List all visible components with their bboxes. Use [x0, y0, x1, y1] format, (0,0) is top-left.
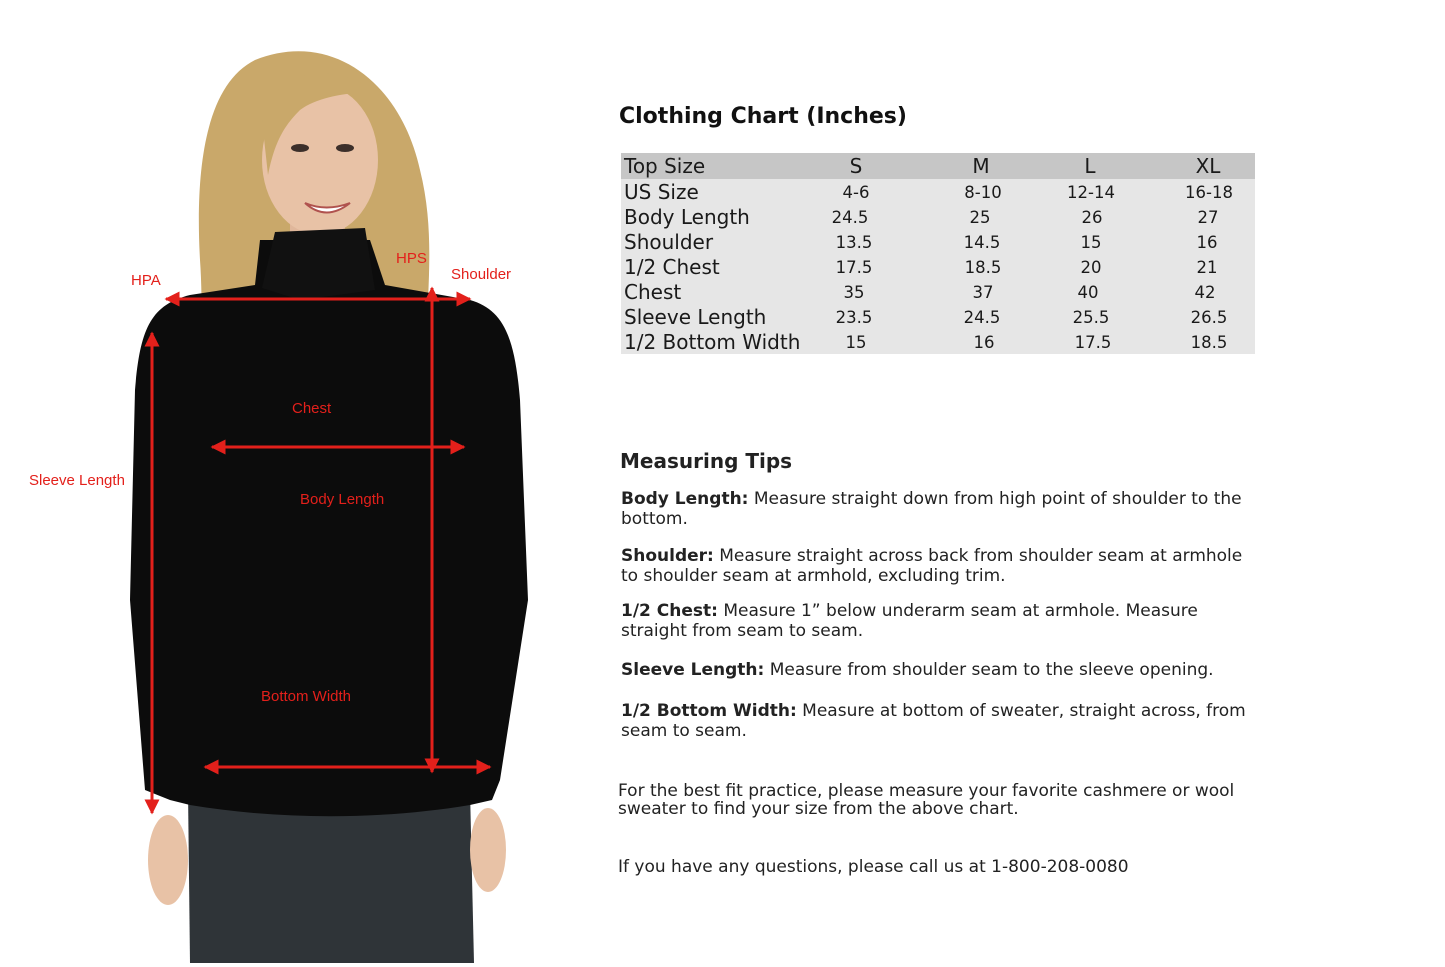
table-cell: 17.5: [1074, 333, 1112, 352]
right-eye: [336, 144, 354, 152]
table-header-cell: L: [1084, 154, 1096, 178]
tip-text: Measure straight down from high point of shoulder to the bottom.: [621, 489, 1242, 529]
tip-shoulder: [621, 546, 1261, 586]
model-illustration: [0, 0, 560, 963]
table-cell: 42: [1194, 283, 1216, 302]
table-header-row: [621, 153, 1255, 179]
table-row: [621, 229, 1255, 254]
tip-body-length: [621, 489, 1261, 529]
table-row: [621, 329, 1255, 354]
table-cell: 26.5: [1190, 308, 1228, 327]
tip-label: Body Length:: [621, 489, 749, 509]
table-cell: 23.5: [835, 308, 873, 327]
table-row: [621, 179, 1255, 204]
left-eye: [291, 144, 309, 152]
table-cell: 4-6: [842, 183, 870, 202]
table-cell: 27: [1197, 208, 1219, 227]
label-shoulder: Shoulder: [451, 266, 512, 283]
table-cell: Chest: [624, 280, 682, 304]
table-row: [621, 204, 1255, 229]
tip-sleeve-length: [621, 660, 1261, 680]
table-header-cell: XL: [1195, 154, 1221, 178]
table-row: [621, 254, 1255, 279]
table-cell: 24.5: [963, 308, 1001, 327]
label-sleeve-length: Sleeve Length: [29, 472, 125, 489]
table-row: [621, 304, 1255, 329]
label-bottom-width: Bottom Width: [261, 688, 352, 705]
table-cell: Body Length: [624, 205, 750, 229]
measuring-tips-title: Measuring Tips: [620, 449, 793, 473]
table-cell: 15: [1080, 233, 1102, 252]
tip-half-bottom-width: [621, 701, 1261, 741]
table-cell: 26: [1081, 208, 1103, 227]
table-cell: 37: [972, 283, 994, 302]
table-cell: 14.5: [963, 233, 1001, 252]
table-cell: 16: [1196, 233, 1218, 252]
table-cell: 25: [969, 208, 991, 227]
label-body-length: Body Length: [300, 491, 385, 508]
table-cell: 21: [1196, 258, 1218, 277]
size-chart-table: [621, 153, 1255, 354]
table-cell: 12-14: [1067, 183, 1115, 202]
table-cell: 35: [843, 283, 865, 302]
sweater: [130, 240, 528, 816]
table-cell: 8-10: [964, 183, 1002, 202]
table-cell: 20: [1080, 258, 1102, 277]
tip-label: Shoulder:: [621, 546, 714, 566]
tip-label: 1/2 Bottom Width:: [621, 701, 797, 721]
table-cell: 24.5: [831, 208, 869, 227]
tip-text: Measure straight across back from shoulder seam at armhole to shoulder seam at armhold, excluding trim.: [621, 546, 1243, 586]
table-cell: 25.5: [1072, 308, 1110, 327]
table-cell: 13.5: [835, 233, 873, 252]
label-chest: Chest: [292, 400, 332, 417]
tip-text: Measure 1” below underarm seam at armhole. Measure straight from seam to seam.: [621, 601, 1198, 641]
tip-half-chest: [621, 601, 1261, 641]
tip-label: Sleeve Length:: [621, 660, 765, 680]
fit-note: For the best fit practice, please measure your favorite cashmere or wool sweater to find your size from the above chart.: [618, 781, 1235, 819]
table-cell: 18.5: [1190, 333, 1228, 352]
model-photo-measurement-diagram: [0, 0, 560, 963]
label-hpa: HPA: [131, 272, 161, 289]
left-hand: [148, 815, 188, 905]
table-cell: 1/2 Bottom Width: [624, 330, 801, 354]
table-cell: 18.5: [964, 258, 1002, 277]
table-cell: 1/2 Chest: [624, 255, 720, 279]
tip-text: Measure at bottom of sweater, straight across, from seam to seam.: [621, 701, 1246, 741]
table-cell: 40: [1077, 283, 1099, 302]
table-header-cell: M: [972, 154, 990, 178]
table-header-cell: S: [849, 154, 863, 178]
table-cell: 16: [973, 333, 995, 352]
label-hps: HPS: [396, 250, 427, 267]
tip-label: 1/2 Chest:: [621, 601, 718, 621]
table-header-cell: Top Size: [624, 154, 706, 178]
table-row: [621, 279, 1255, 304]
table-cell: 16-18: [1185, 183, 1233, 202]
table-cell: US Size: [624, 180, 699, 204]
chart-title: Clothing Chart (Inches): [619, 104, 907, 129]
contact-note: If you have any questions, please call us at 1-800-208-0080: [618, 857, 1129, 877]
table-cell: 17.5: [835, 258, 873, 277]
table-cell: Shoulder: [624, 230, 714, 254]
collar: [262, 228, 375, 300]
tip-text: Measure from shoulder seam to the sleeve opening.: [764, 660, 1214, 680]
table-cell: 15: [845, 333, 867, 352]
table-cell: Sleeve Length: [624, 305, 767, 329]
right-hand: [470, 808, 506, 892]
